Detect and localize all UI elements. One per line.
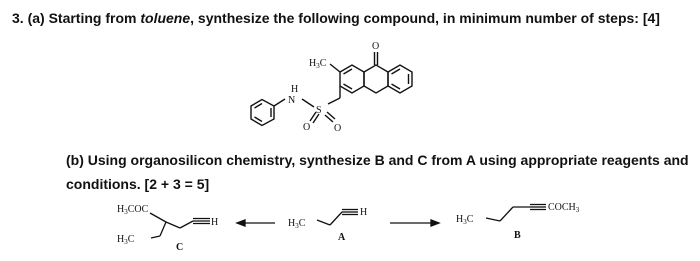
label-methyl: $H_3C$	[309, 58, 327, 70]
c-alkyne-h: H	[211, 217, 219, 228]
heading-toluene: toluene	[140, 10, 191, 26]
label-n: N	[288, 95, 296, 106]
c-methyl-label: $H_3C$	[117, 234, 135, 246]
compound-b-label: B	[514, 230, 521, 241]
part-b-line-2: conditions. [2 + 3 = 5]	[66, 176, 210, 192]
b-acyl-label: $COCH_3$	[548, 202, 580, 214]
heading-suffix: , synthesize the following compound, in minimum number of steps: [4]	[190, 10, 660, 26]
label-s: S	[316, 105, 322, 116]
part-b-line-1: (b) Using organosilicon chemistry, synthesize B and C from A using appropriate reagents and	[66, 152, 689, 168]
b-methyl-label: $H_3C$	[456, 214, 474, 226]
a-methyl-label: $H_3C$	[288, 218, 306, 230]
label-nh-h: H	[291, 84, 299, 95]
label-o2: O	[334, 123, 342, 134]
compound-c-label: C	[176, 242, 184, 253]
a-alkyne-h: H	[360, 207, 368, 218]
label-carbonyl-o: O	[372, 41, 380, 52]
compound-a-label: A	[338, 232, 346, 243]
c-acyl-label: $H_3COC$	[117, 204, 149, 216]
label-o1: O	[303, 122, 311, 133]
heading-prefix: 3. (a) Starting from	[12, 10, 141, 26]
